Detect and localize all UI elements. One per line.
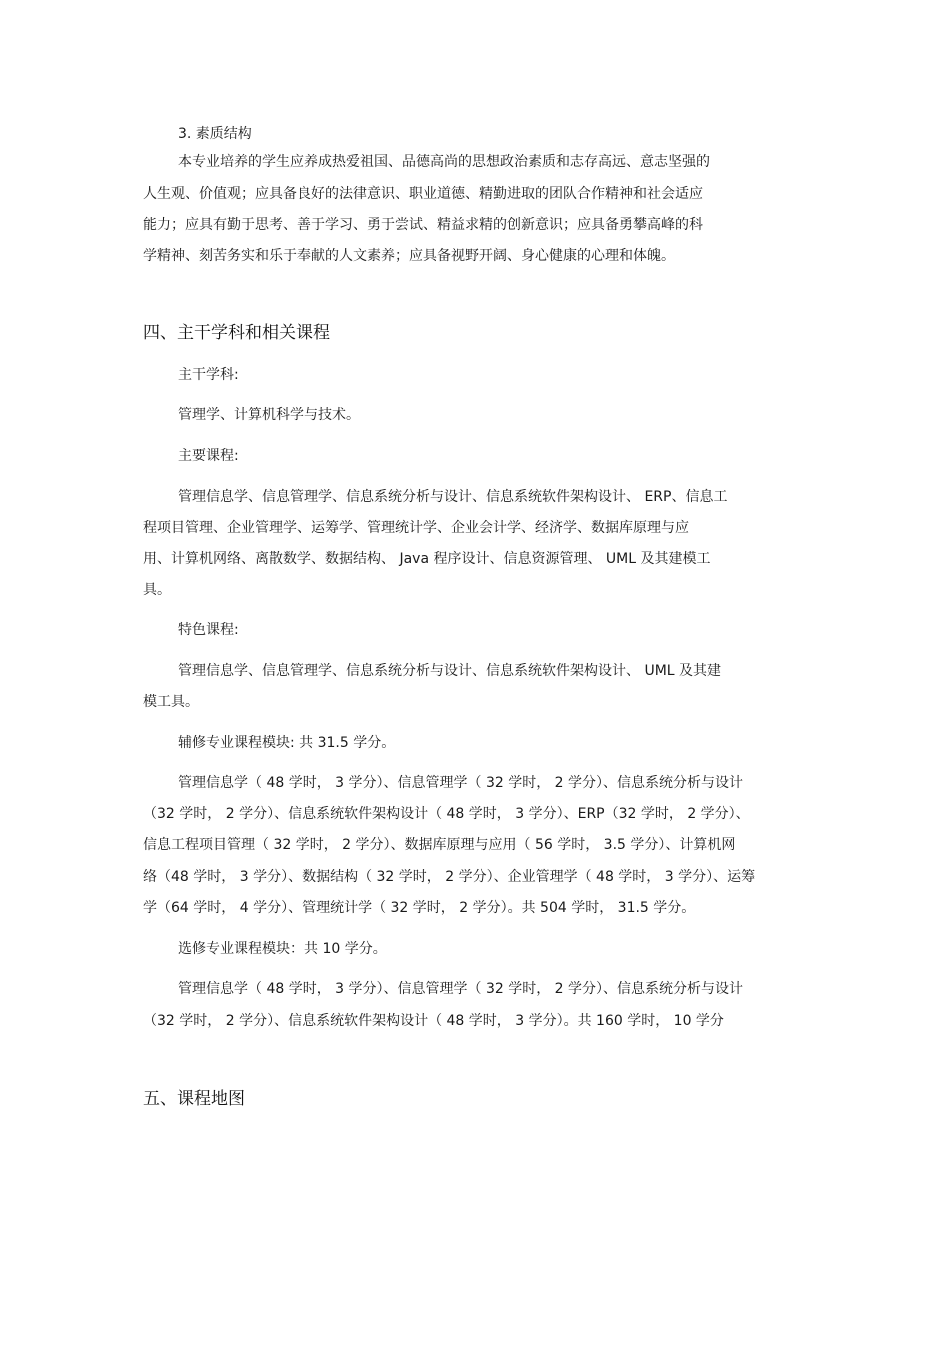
featured-courses-line: 模工具。 [143,694,199,710]
section3-heading: 3. 素质结构 [178,126,252,142]
section5-heading: 五、课程地图 [143,1089,245,1109]
main-courses-label: 主要课程: [178,448,239,464]
main-courses-line: 管理信息学、信息管理学、信息系统分析与设计、信息系统软件架构设计、 ERP、信息工 [178,489,728,505]
paragraph-line: 学精神、刻苦务实和乐于奉献的人文素养；应具备视野开阔、身心健康的心理和体魄。 [143,248,675,264]
elective-module-line: 管理信息学（ 48 学时， 3 学分）、信息管理学（ 32 学时， 2 学分）、信息系统分析与设计 [178,981,744,997]
paragraph-line: 人生观、价值观；应具备良好的法律意识、职业道德、精勤进取的团队合作精神和社会适应 [143,186,703,202]
minor-module-line: 管理信息学（ 48 学时， 3 学分）、信息管理学（ 32 学时， 2 学分）、信息系统分析与设计 [178,775,744,791]
minor-module-line: 信息工程项目管理（ 32 学时， 2 学分）、数据库原理与应用（ 56 学时， 3.5 学分）、计算机网 [143,837,736,853]
minor-module-label: 辅修专业课程模块: 共 31.5 学分。 [178,735,396,751]
minor-module-line: （32 学时， 2 学分）、信息系统软件架构设计（ 48 学时， 3 学分）、ERP（32 学时， 2 学分）、 [143,806,750,822]
main-discipline-text: 管理学、计算机科学与技术。 [178,407,360,423]
minor-module-line: 络（48 学时， 3 学分）、数据结构（ 32 学时， 2 学分）、企业管理学（ 48 学时， 3 学分）、运筹 [143,869,756,885]
featured-courses-label: 特色课程: [178,622,239,638]
section4-heading: 四、主干学科和相关课程 [143,323,330,343]
elective-module-line: （32 学时， 2 学分）、信息系统软件架构设计（ 48 学时， 3 学分）。共 160 学时， 10 学分 [143,1013,724,1029]
main-courses-line: 用、计算机网络、离散数学、数据结构、 Java 程序设计、信息资源管理、 UML 及其建模工 [143,551,711,567]
paragraph-line: 本专业培养的学生应养成热爱祖国、品德高尚的思想政治素质和志存高远、意志坚强的 [178,154,710,170]
elective-module-label: 选修专业课程模块：共 10 学分。 [178,941,387,957]
featured-courses-line: 管理信息学、信息管理学、信息系统分析与设计、信息系统软件架构设计、 UML 及其建 [178,663,722,679]
main-courses-line: 程项目管理、企业管理学、运筹学、管理统计学、企业会计学、经济学、数据库原理与应 [143,520,689,536]
main-discipline-label: 主干学科: [178,367,239,383]
minor-module-line: 学（64 学时， 4 学分）、管理统计学（ 32 学时， 2 学分）。共 504 学时， 31.5 学分。 [143,900,696,916]
main-courses-line: 具。 [143,582,171,598]
paragraph-line: 能力；应具有勤于思考、善于学习、勇于尝试、精益求精的创新意识；应具备勇攀高峰的科 [143,217,703,233]
